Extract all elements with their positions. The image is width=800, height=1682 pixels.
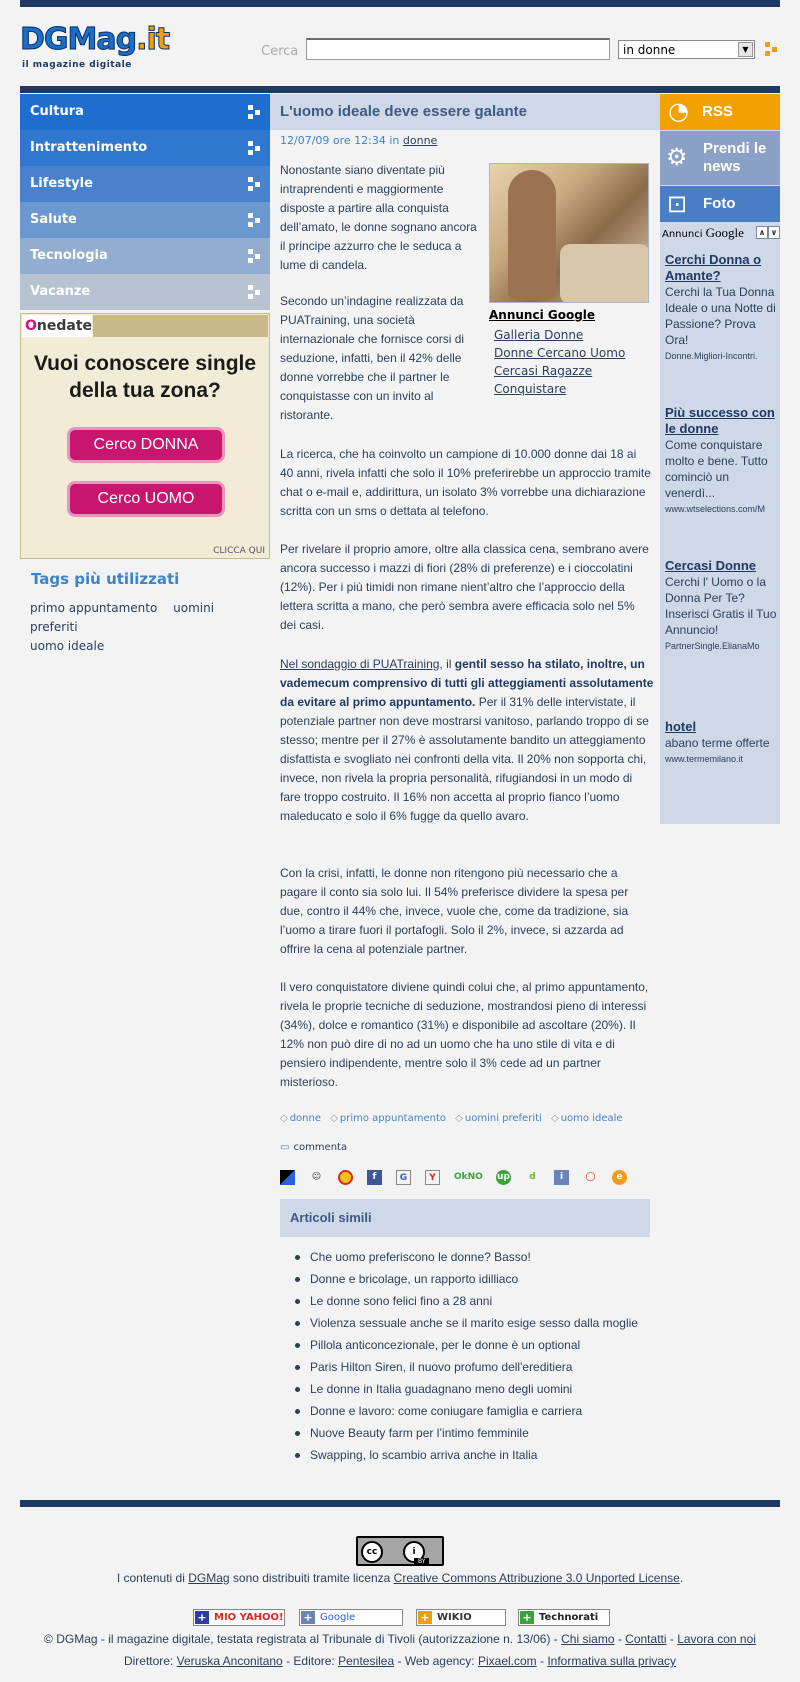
puatraining-link[interactable]: Nel sondaggio di PUATraining xyxy=(280,657,440,671)
ad-title: Vuoi conoscere single della tua zona? xyxy=(33,352,257,402)
google-icon[interactable]: G xyxy=(396,1170,411,1185)
delicious-icon[interactable] xyxy=(280,1170,295,1185)
license-line: I contenuti di DGMag sono distribuiti tramite licenza Creative Commons Attribuzione 3.0 Unported License. xyxy=(116,1571,684,1585)
article-date: 12/07/09 ore 12:34 in xyxy=(280,134,400,147)
rss-label: RSS xyxy=(702,103,733,120)
onedate-ad[interactable] xyxy=(20,313,270,559)
nav-item-tecnologia[interactable] xyxy=(20,238,270,274)
arrow-icon xyxy=(248,141,260,155)
wikio-badge[interactable]: + WIKIO xyxy=(416,1609,506,1626)
cerco-donna-button[interactable]: Cerco DONNA xyxy=(67,427,225,463)
tags-title: Tags più utilizzati xyxy=(31,570,180,588)
nav-item-salute[interactable] xyxy=(20,202,270,238)
social-bookmarks xyxy=(280,1170,627,1186)
related-item[interactable]: Le donne sono felici fino a 28 anni xyxy=(290,1292,650,1311)
article-tags xyxy=(280,1113,629,1124)
arrow-icon xyxy=(248,285,260,299)
agency-link[interactable]: Pixael.com xyxy=(477,1654,537,1668)
related-list xyxy=(290,1248,650,1468)
google-badge[interactable]: + Google xyxy=(299,1609,403,1626)
rss-button[interactable] xyxy=(660,94,780,130)
logo-tagline: il magazine digitale xyxy=(22,60,132,70)
arrow-icon xyxy=(248,213,260,227)
ad-link[interactable]: Galleria Donne xyxy=(494,328,584,342)
ad-link[interactable]: Conquistare xyxy=(494,382,567,396)
related-item[interactable]: Le donne in Italia guadagnano meno degli uomini xyxy=(290,1380,650,1399)
search-go-icon[interactable] xyxy=(765,42,777,56)
prev-icon[interactable]: ∧ xyxy=(756,226,768,239)
upnews-icon[interactable]: up xyxy=(496,1170,511,1185)
nav-item-vacanze[interactable] xyxy=(20,274,270,310)
ad-link[interactable]: Donne Cercano Uomo xyxy=(494,346,626,360)
article-title: L'uomo ideale deve essere galante xyxy=(280,103,528,120)
related-item[interactable]: Violenza sessuale anche se il marito esige sesso dalla moglie xyxy=(290,1314,650,1333)
editor-link[interactable]: Pentesilea xyxy=(338,1654,395,1668)
tag-link[interactable]: ◇ donne xyxy=(280,1113,321,1124)
article-paragraph: Nonostante siano diventate più intraprendenti e maggiormente disposte a partire alla conquista dell’amato, le donne sognano ancora il principe azzurro che le seduca a lume di candela. xyxy=(280,163,477,272)
cc-license-badge[interactable]: cc i BY xyxy=(356,1536,444,1566)
top-bar xyxy=(20,0,780,7)
article-meta xyxy=(280,134,437,147)
tag-link[interactable]: ◇ uomini preferiti xyxy=(455,1113,542,1124)
arrow-icon xyxy=(248,177,260,191)
technorati-badge[interactable]: + Technorati xyxy=(518,1609,610,1626)
category-nav xyxy=(20,94,270,310)
right-ad[interactable]: Cercasi Donne Cerchi l' Uomo o la Donna Per Te? Inserisci Gratis il Tuo Annuncio! PartnerSingle.ElianaMo xyxy=(665,558,777,651)
tag-link[interactable]: uomini preferiti xyxy=(30,601,215,634)
cc-icon: cc xyxy=(361,1541,383,1563)
shell-icon[interactable] xyxy=(338,1170,353,1185)
article-category-link[interactable]: donne xyxy=(402,134,438,147)
tag-link[interactable]: ◇ uomo ideale xyxy=(551,1113,623,1124)
google-ads-header: Annunci Google ∧ ∨ xyxy=(662,225,780,242)
right-ad[interactable]: Più successo con le donne Come conquistare molto e bene. Tutto cominciò un venerdì... www.wtselections.com/M xyxy=(665,405,775,514)
director-link[interactable]: Veruska Anconitano xyxy=(176,1654,283,1668)
related-item[interactable]: Donne e bricolage, un rapporto idilliaco xyxy=(290,1270,650,1289)
nav-item-lifestyle[interactable] xyxy=(20,166,270,202)
tag-link[interactable]: ◇ primo appuntamento xyxy=(330,1113,446,1124)
facebook-icon[interactable]: f xyxy=(367,1170,382,1185)
article-paragraph: Con la crisi, infatti, le donne non ritengono più necessario che a pagare il conto sia solo lui. Il 54% preferisce dividere la spesa per due, contro il 44% che, invece, vuole che, come da tradizione, sia l’uomo a tirare fuori il portafogli. Solo il 2%, invece, si azzarda ad offrire la cena al potenziale partner. xyxy=(280,866,629,956)
right-ad[interactable]: Cerchi Donna o Amante? Cerchi la Tua Donna Ideale o una Notte di Passione? Prova Ora! Donne.Migliori-Incontri. xyxy=(665,252,776,361)
privacy-link[interactable]: Informativa sulla privacy xyxy=(547,1654,677,1668)
tag-link[interactable]: uomo ideale xyxy=(30,639,105,653)
comment-link[interactable]: ▭ commenta xyxy=(280,1142,347,1153)
nav-item-label: Cultura xyxy=(30,104,84,119)
ad-strip xyxy=(93,315,268,337)
nav-rule xyxy=(20,86,780,93)
ad-link[interactable]: Cercasi Ragazze xyxy=(494,364,593,378)
search-input[interactable] xyxy=(306,38,610,60)
article-paragraph: Il vero conquistatore diviene quindi colui che, al primo appuntamento, rivela le proprie tecniche di seduzione, mostrandosi pieno di interessi (34%), dolce e romantico (31%) e disponibile ad ascoltare (20%). Il 12% non può dire di no ad un uomo che ha uno stile di vita e di pensiero indipendente, mentre solo il 3% cede ad un partner misterioso. xyxy=(280,980,649,1089)
search-scope-select[interactable]: in donne ▼ xyxy=(618,40,755,59)
related-item[interactable]: Pillola anticoncezionale, per le donne è un optional xyxy=(290,1336,650,1355)
gear-icon: ⚙ xyxy=(666,143,688,171)
next-icon[interactable]: ∨ xyxy=(768,226,780,239)
ad-cta[interactable]: CLICCA QUI xyxy=(213,546,265,556)
tags-list xyxy=(30,599,260,656)
chi-siamo-link[interactable]: Chi siamo xyxy=(561,1632,615,1646)
nav-item-label: Salute xyxy=(30,212,77,227)
bold-text: gentil sesso ha stilato, inoltre, un vademecum comprensivo di tutti gli atteggiamenti assolutamente da evitare al primo appuntamento. xyxy=(280,657,654,709)
related-item[interactable]: Che uomo preferiscono le donne? Basso! xyxy=(290,1248,650,1267)
subscribe-badges xyxy=(193,1609,613,1626)
rss-icon: ◔ xyxy=(668,97,689,125)
yahoo-icon[interactable]: Y xyxy=(425,1170,440,1185)
chevron-down-icon: ▼ xyxy=(738,42,753,57)
article-paragraph: Nel sondaggio di PUATraining, il gentil sesso ha stilato, inoltre, un vademecum comprensivo di tutti gli atteggiamenti assolutamente da evitare al primo appuntamento. Per il 31% delle intervistate, il potenziale partner non deve mostrarsi vanitoso, parlando troppo di se stesso; mentre per il 27% è assolutamente bandito un atteggiamento disfattista e svogliato nei confronti della vita. Il 20% non sopporta chi, invece, non rivela la propria personalità, rifugiandosi in un modo di fare troppo costruito. Il 16% non accetta al proprio fianco l’uomo maleducato e solo il 6% fugge da quello avaro. xyxy=(280,657,654,823)
comment-icon[interactable]: ◯ xyxy=(585,1172,596,1182)
related-item[interactable]: Paris Hilton Siren, il nuovo profumo dell'ereditiera xyxy=(290,1358,650,1377)
arrow-icon xyxy=(248,105,260,119)
license-link[interactable]: Creative Commons Attribuzione 3.0 Unported License xyxy=(393,1571,680,1585)
cerco-uomo-button[interactable]: Cerco UOMO xyxy=(67,481,225,517)
related-item[interactable]: Swapping, lo scambio arriva anche in Italia xyxy=(290,1446,650,1465)
dgmag-link[interactable]: DGMag xyxy=(188,1571,230,1585)
article-paragraph: Secondo un’indagine realizzata da PUATraining, una società internazionale che fornisce corsi di seduzione, infatti, ben il 42% delle donne vorrebbe che il partner le conquistasse con un invito al ristorante. xyxy=(280,294,465,422)
related-title: Articoli simili xyxy=(280,1199,650,1237)
site-logo[interactable] xyxy=(20,22,180,74)
arrow-icon xyxy=(248,249,260,263)
person-icon: i xyxy=(403,1541,425,1563)
nav-item-label: Intrattenimento xyxy=(30,140,148,155)
orange-icon[interactable]: e xyxy=(612,1170,627,1185)
camera-icon: ⊡ xyxy=(667,190,688,218)
footer-rule xyxy=(20,1500,780,1507)
nav-item-label: Tecnologia xyxy=(30,248,108,263)
myyahoo-badge[interactable]: + MIO YAHOO! xyxy=(193,1609,285,1626)
article-image xyxy=(489,163,649,303)
related-item[interactable]: Nuove Beauty farm per l’intimo femminile xyxy=(290,1424,650,1443)
related-item[interactable]: Donne e lavoro: come coniugare famiglia e carriera xyxy=(290,1402,650,1421)
google-ads-inline xyxy=(489,306,654,398)
search-label: Cerca xyxy=(261,44,299,59)
info-icon[interactable]: i xyxy=(554,1170,569,1185)
credits-line: Direttore: Veruska Anconitano - Editore: Pentesilea - Web agency: Pixael.com - Informativa sulla privacy xyxy=(123,1654,677,1668)
nav-item-label: Lifestyle xyxy=(30,176,93,191)
nav-item-label: Vacanze xyxy=(30,284,91,299)
contatti-link[interactable]: Contatti xyxy=(625,1632,667,1646)
nav-item-intrattenimento[interactable] xyxy=(20,130,270,166)
news-label: Prendi le news xyxy=(703,140,767,175)
diggita-icon[interactable]: d xyxy=(529,1172,536,1182)
onedate-logo: Onedate xyxy=(22,315,92,337)
article-paragraph: La ricerca, che ha coinvolto un campione di 10.000 donne dai 18 ai 40 anni, rivela infatti che solo il 10% preferirebbe un approccio tramite chat o e-mail e, addirittura, un isolato 3% vorrebbe una dichiarazione scritta con un sms o dettata al telefono. xyxy=(280,447,651,518)
nav-item-cultura[interactable] xyxy=(20,94,270,130)
reddit-icon[interactable]: ☺ xyxy=(311,1172,322,1182)
copyright-line: © DGMag - il magazine digitale, testata registrata al Tribunale di Tivoli (autorizzazione n. 13/06) - Chi siamo - Contatti - Lavora con noi xyxy=(44,1632,756,1646)
foto-label: Foto xyxy=(703,195,736,212)
news-button[interactable] xyxy=(660,131,780,185)
lavora-link[interactable]: Lavora con noi xyxy=(677,1632,756,1646)
right-ad[interactable]: hotel abano terme offerte www.termemilano.it xyxy=(665,719,770,764)
article-paragraph: Per rivelare il proprio amore, oltre alla classica cena, sembrano avere ancora successo i mazzi di fiori (28% di preferenze) e i cioccolatini (12%). Per i più timidi non rimane nient’altro che l’approccio della lettera scritta a mano, che però sembra avere efficacia solo nel 5% dei casi. xyxy=(280,542,649,632)
tag-link[interactable]: primo appuntamento xyxy=(30,601,158,615)
logo-text: DGMag.it xyxy=(20,22,170,57)
ads-title[interactable]: Annunci Google xyxy=(489,308,596,322)
okno-icon[interactable]: OkNO xyxy=(454,1172,483,1182)
foto-button[interactable] xyxy=(660,186,780,222)
